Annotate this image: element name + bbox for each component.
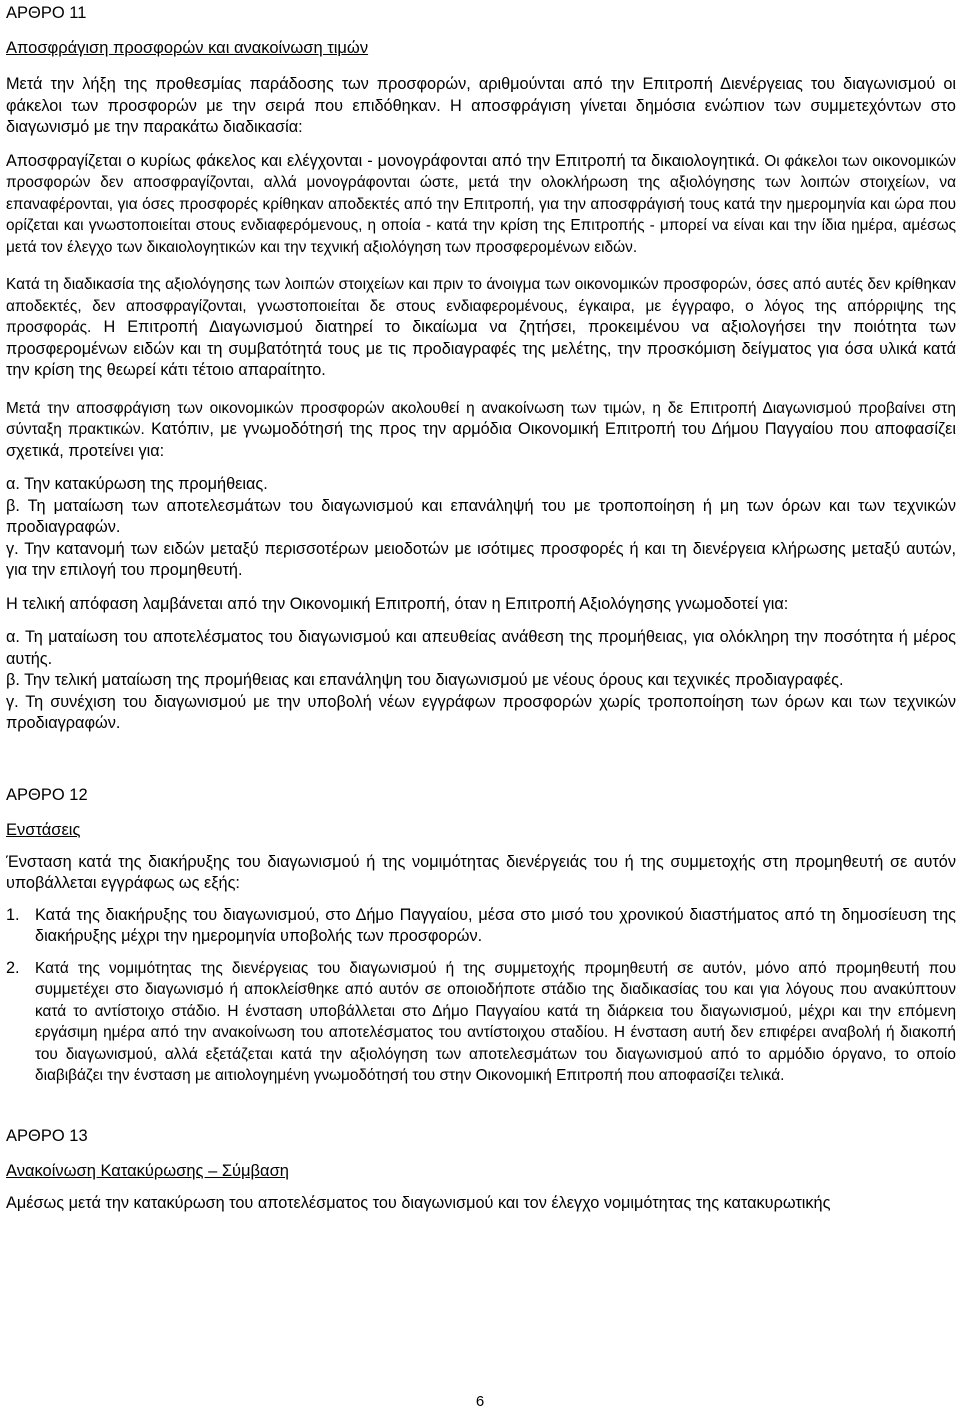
article-11-option-b: β. Τη ματαίωση των αποτελεσμάτων του διαγωνισμού και επανάληψή του με τροποποίηση ή μη των όρων και των τεχνικών προδιαγραφών.	[6, 496, 956, 536]
article-12-item-2-text: Κατά της νομιμότητας της διενέργειας του διαγωνισμού ή της συμμετοχής προμηθευτή σε αυτόν, μόνο από προμηθευτή που συμμετέχει στο διαγωνισμό ή αποκλείσθηκε από αυτόν σε οποιοδήποτε στάδιο της διαδικασίας του και για λόγους που ανακύπτουν κατά το αντίστοιχο στάδιο. Η ένσταση υποβάλλεται στο Δήμο Παγγαίου κατά τη διάρκεια του διαγωνισμού, μέχρι και την επόμενη εργάσιμη ημέρα από την ανακοίνωση του αποτελέσματος του αντίστοιχου σταδίου. Η ένσταση αυτή δεν επιφέρει αναβολή ή διακοπή του διαγωνισμού, αλλά εξετάζεται κατά την αξιολόγηση των αποτελεσμάτων του διαγωνισμού από το αρμόδιο όργανο, το οποίο διαβιβάζει την ένσταση με αιτιολογημένη γνωμοδότησή του στην Οικονομική Επιτροπή που αποφασίζει τελικά.	[35, 959, 956, 1084]
article-11-paragraph-4-b: Κατόπιν, με γνωμοδότησή της προς την αρμόδια Οικονομική Επιτροπή του Δήμου Παγγαίου που αποφασίζει σχετικά, προτείνει για:	[6, 420, 957, 460]
article-11-option-c: γ. Την κατανομή των ειδών μεταξύ περισσοτέρων μειοδοτών με ισότιμες προσφορές ή και τη διενέργεια κλήρωσης μεταξύ αυτών, για την επιλογή του προμηθευτή.	[6, 539, 956, 579]
article-11-option-a: α. Την κατακύρωση της προμήθειας.	[6, 475, 268, 493]
article-12-subheading: Ενστάσεις	[6, 820, 81, 839]
document-page	[6, 0, 956, 1214]
article-12-intro: Ένσταση κατά της διακήρυξης του διαγωνισμού ή της νομιμότητας διενέργειάς του ή της συμμετοχής στη προμηθευτή σε αυτόν υποβάλλεται εγγράφως ως εξής:	[6, 852, 956, 892]
article-11-subheading: Αποσφράγιση προσφορών και ανακοίνωση τιμών	[6, 39, 369, 57]
article-12-item-1-text: Κατά της διακήρυξης του διαγωνισμού, στο Δήμο Παγγαίου, μέσα στο μισό του χρονικού διαστήματος από τη δημοσίευση της διακήρυξης μέχρι την ημερομηνία υποβολής των προσφορών.	[35, 905, 956, 945]
article-11-paragraph-3	[6, 274, 956, 382]
article-13-heading: ΑΡΘΡΟ 13	[6, 1126, 88, 1145]
page-number: 6	[475, 1393, 485, 1410]
article-11-paragraph-2-rest: Οι φάκελοι των οικονομικών προσφορών δεν αποσφραγίζονται, αλλά μονογράφονται ώστε, μετά την ολοκλήρωση της αξιολόγησης των λοιπών στοιχείων, να επαναφέρονται, για όσες προσφορές κρίθηκαν αποδεκτές από την Επιτροπή, για την αποσφράγισή τους κατά την ημερομηνία και ώρα που ορίζεται και γνωστοποιείται στους ενδιαφερόμενους, η οποία - κατά την κρίση της Επιτροπής - μπορεί να είναι και την ίδια ημέρα, αμέσως μετά τον έλεγχο των δικαιολογητικών και την τεχνική αξιολόγηση των προσφερομένων ειδών.	[6, 152, 956, 256]
article-13-subheading: Ανακοίνωση Κατακύρωσης – Σύμβαση	[6, 1161, 289, 1180]
article-12-item-1-number: 1.	[6, 905, 20, 924]
article-11-final-a: α. Τη ματαίωση του αποτελέσματος του διαγωνισμού και απευθείας ανάθεση της προμήθειας, για ολόκληρη την ποσότητα ή μέρος αυτής.	[6, 628, 956, 668]
article-11-paragraph-2-intro: Αποσφραγίζεται ο κυρίως φάκελος και ελέγχονται - μονογράφονται από την Επιτροπή τα δικαιολογητικά.	[6, 151, 760, 170]
article-11-paragraph-1: Μετά την λήξη της προθεσμίας παράδοσης των προσφορών, αριθμούνται από την Επιτροπή Διενέργειας του διαγωνισμού οι φάκελοι των προσφορών με την σειρά που επιδόθηκαν. Η αποσφράγιση γίνεται δημόσια ενώπιον των συμμετεχόντων στο διαγωνισμό με την παρακάτω διαδικασία:	[6, 75, 956, 136]
article-11-paragraph-5: Η τελική απόφαση λαμβάνεται από την Οικονομική Επιτροπή, όταν η Επιτροπή Αξιολόγησης γνωμοδοτεί για:	[6, 594, 789, 613]
article-13-paragraph-1: Αμέσως μετά την κατακύρωση του αποτελέσματος του διαγωνισμού και τον έλεγχο νομιμότητας της κατακυρωτικής	[6, 1193, 831, 1212]
article-11-paragraph-3-b: Η Επιτροπή Διαγωνισμού διατηρεί το δικαίωμα να ζητήσει, προκειμένου να αξιολογήσει την ποιότητα των προσφερομένων ειδών και τη συμβατότητά τους με τις προδιαγραφές της μελέτης, την προσκόμιση δείγματος για όσα υλικά κατά την κρίση της θεωρεί κάτι τέτοιο απαραίτητο.	[6, 318, 956, 379]
article-12-item-2	[6, 958, 956, 1087]
article-11-heading: ΑΡΘΡΟ 11	[6, 4, 87, 22]
article-11-final-c: γ. Τη συνέχιση του διαγωνισμού με την υποβολή νέων εγγράφων προσφορών χωρίς τροποποίηση των όρων και των τεχνικών προδιαγραφών.	[6, 692, 956, 732]
article-11-paragraph-3-a: Κατά τη διαδικασία της αξιολόγησης των λοιπών στοιχείων και πριν το άνοιγμα των οικονομικών προσφορών, όσες από αυτές δεν κρίθηκαν αποδεκτές, δεν αποσφραγίζονται, γνωστοποιείται δε στους ενδιαφερομένους, έγκαιρα, με έγγραφο, ο λόγος της απόρριψης της προσφοράς.	[6, 276, 956, 336]
article-11-paragraph-4	[6, 398, 956, 463]
article-12-item-1	[6, 905, 956, 948]
article-12-heading: ΑΡΘΡΟ 12	[6, 785, 88, 804]
article-12-item-2-number: 2.	[6, 958, 20, 977]
article-11-paragraph-4-a: Μετά την αποσφράγιση των οικονομικών προσφορών ακολουθεί η ανακοίνωση των τιμών, η δε Επιτροπή Διαγωνισμού προβαίνει στη σύνταξη πρακτικών.	[6, 399, 956, 438]
article-11-final-b: β. Την τελική ματαίωση της προμήθειας και επανάληψη του διαγωνισμού με νέους όρους και τεχνικές προδιαγραφές.	[6, 671, 844, 689]
article-11-paragraph-2	[6, 151, 956, 259]
